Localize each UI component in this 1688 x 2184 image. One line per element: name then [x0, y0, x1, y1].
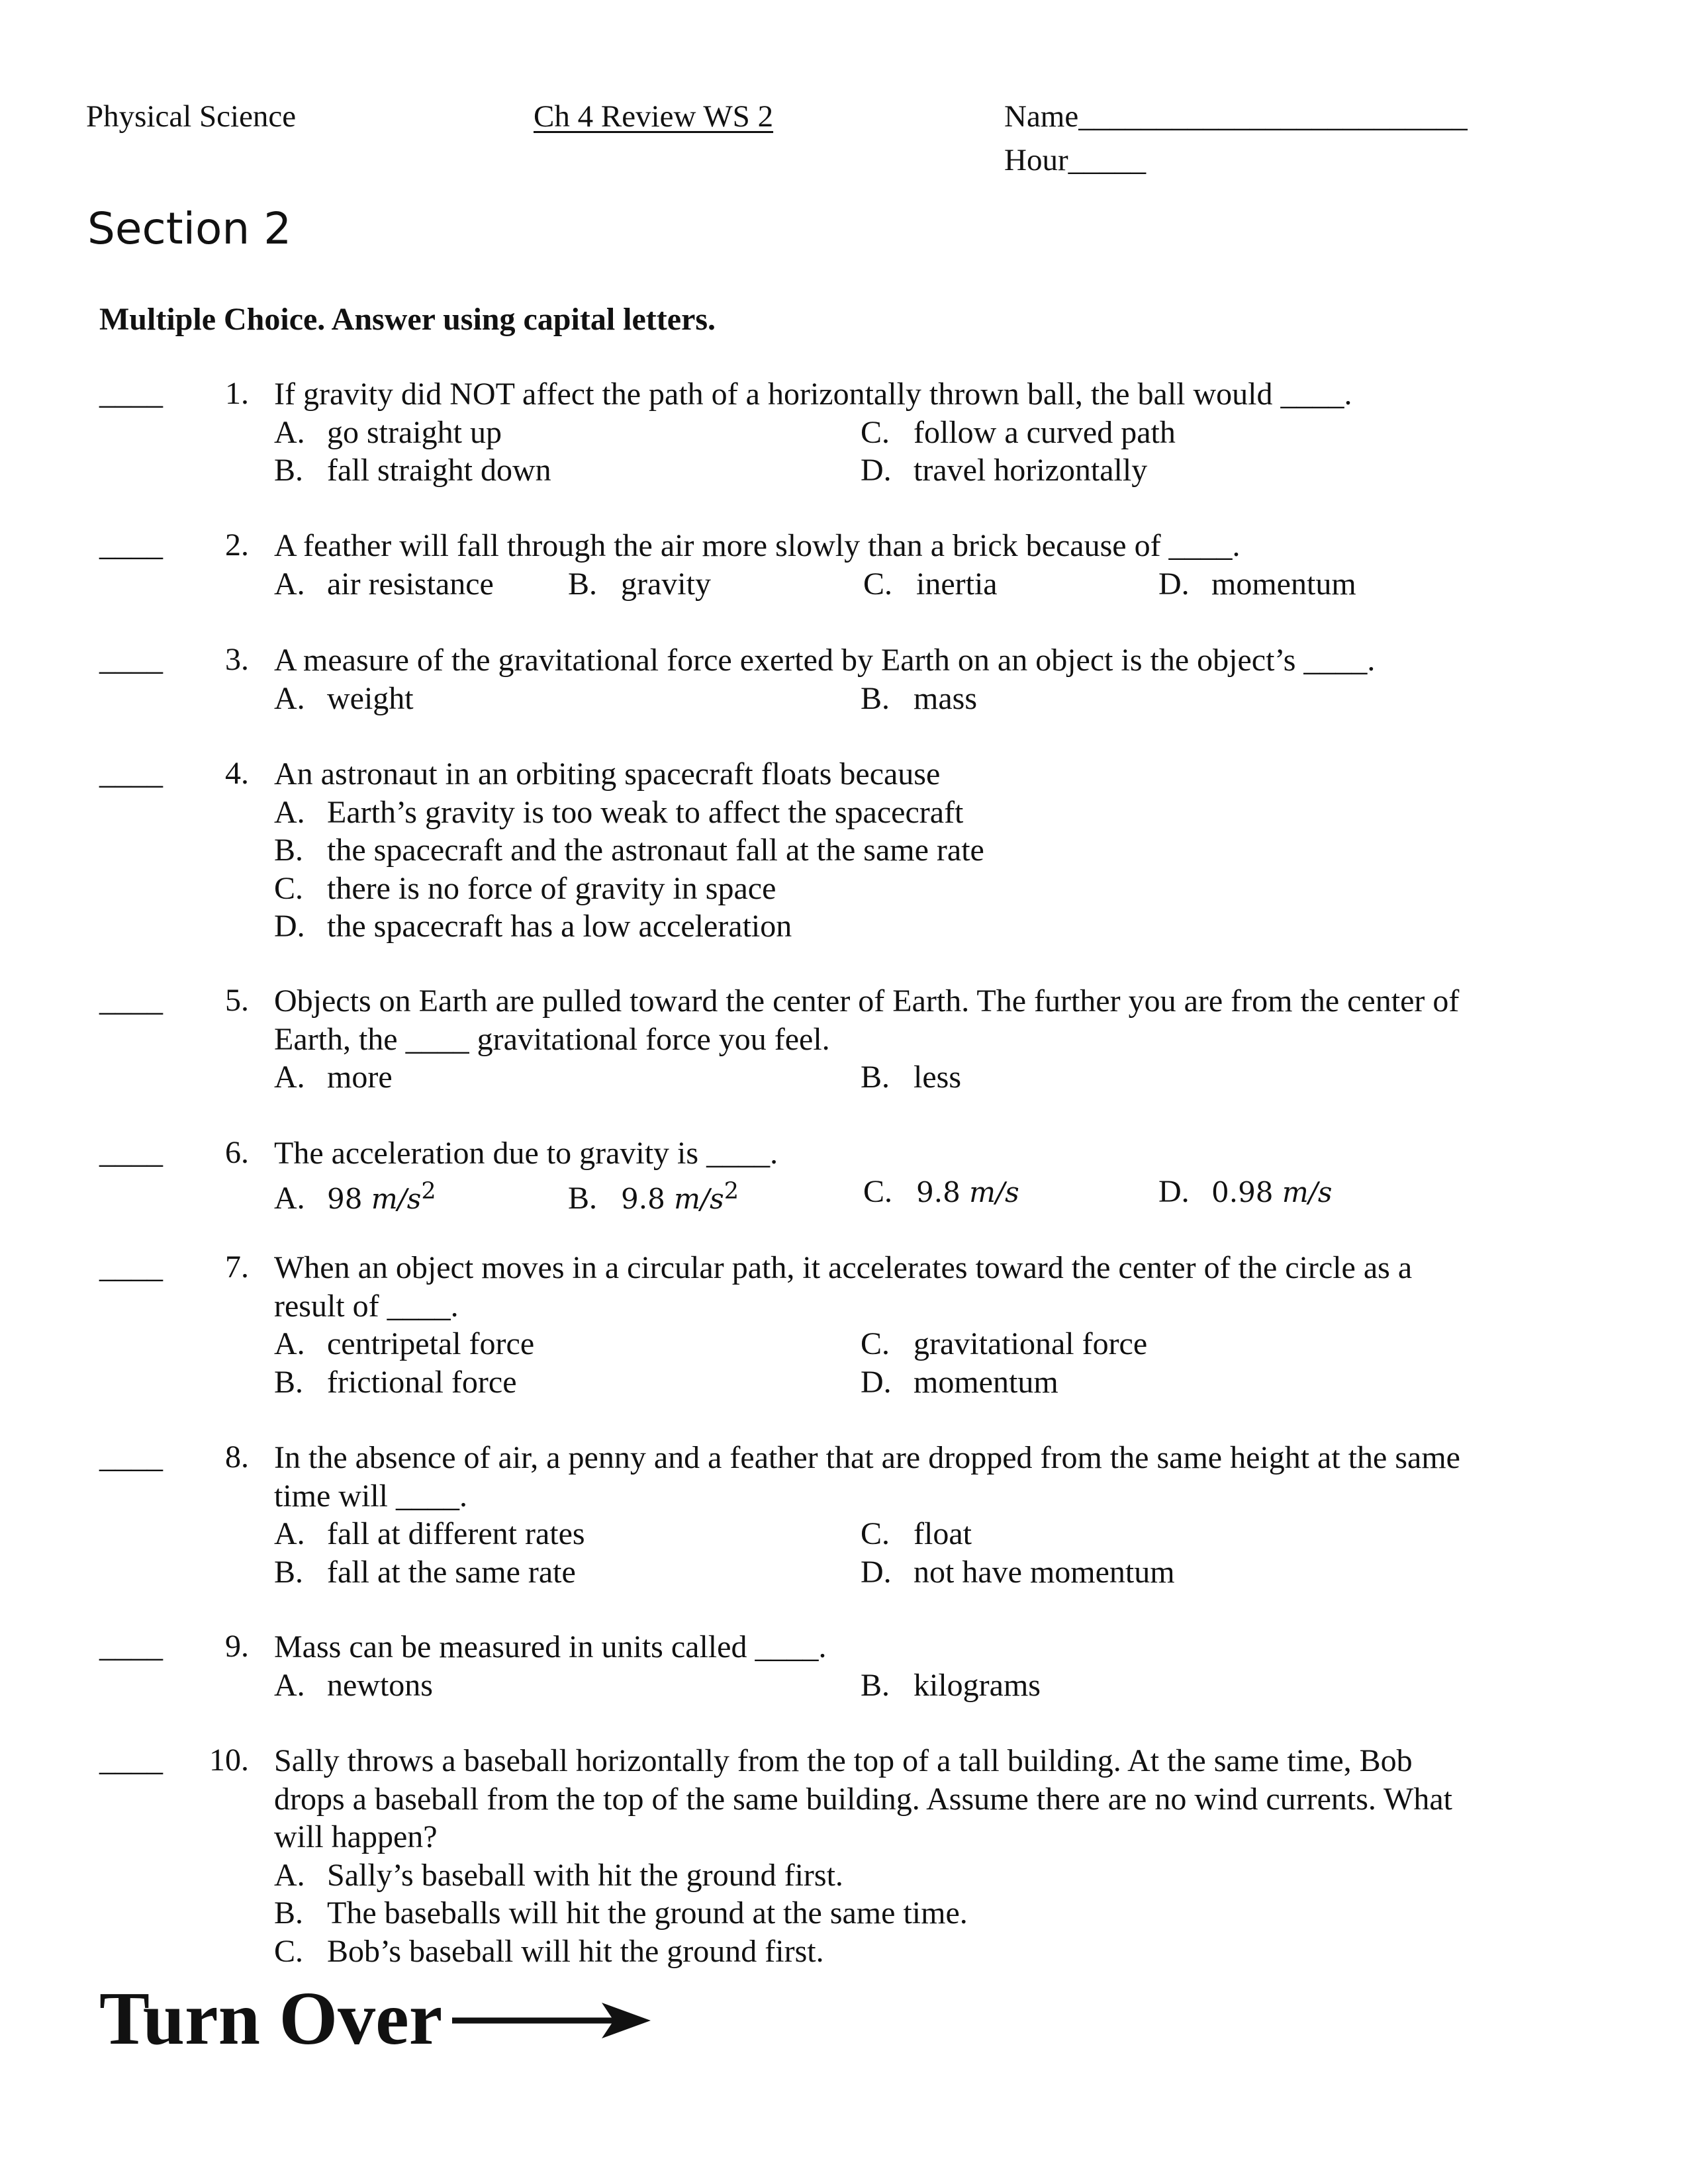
option-a	[274, 414, 502, 452]
option-text: momentum	[1211, 566, 1356, 602]
option-c	[274, 1933, 824, 1971]
option-text: Bob’s baseball will hit the ground first.	[327, 1934, 824, 1969]
answer-blank[interactable]: ____	[99, 1135, 163, 1170]
option-letter: B.	[861, 680, 890, 716]
option-letter: D.	[861, 453, 892, 488]
option-letter: B.	[274, 1364, 304, 1400]
answer-blank[interactable]: ____	[99, 1250, 163, 1285]
option-a	[274, 565, 494, 604]
option-text: gravity	[621, 566, 711, 602]
option-d	[861, 1553, 1175, 1592]
question-number: 4.	[225, 756, 249, 791]
option-b	[274, 1553, 576, 1592]
option-letter: C.	[863, 566, 893, 602]
option-c	[861, 1325, 1147, 1363]
option-letter: A.	[274, 1857, 305, 1893]
option-text: mass	[914, 680, 977, 716]
answer-blank[interactable]: ____	[99, 1743, 163, 1778]
option-letter: A.	[274, 1060, 305, 1095]
option-d	[1158, 1173, 1332, 1212]
option-c	[861, 1515, 972, 1553]
option-text: fall straight down	[327, 453, 551, 488]
option-letter: D.	[274, 909, 305, 944]
option-text: the spacecraft has a low acceleration	[327, 909, 792, 944]
option-letter: B.	[274, 833, 304, 868]
option-letter: C.	[861, 414, 890, 450]
option-b	[568, 1173, 739, 1218]
option-b	[274, 1894, 968, 1933]
question-stem: An astronaut in an orbiting spacecraft floats because	[274, 756, 941, 792]
option-c	[274, 870, 776, 908]
question-number: 6.	[225, 1135, 249, 1170]
answer-blank[interactable]: ____	[99, 1439, 163, 1475]
question-stem: In the absence of air, a penny and a feather that are dropped from the same height at the same time will ____.	[274, 1440, 1460, 1514]
option-letter: B.	[274, 1554, 304, 1590]
option-letter: B.	[861, 1667, 890, 1703]
option-value: 98	[327, 1182, 363, 1215]
option-letter: D.	[1158, 566, 1190, 602]
option-text: weight	[327, 680, 414, 716]
option-text: follow a curved path	[914, 414, 1176, 450]
option-unit: m/s	[1282, 1175, 1333, 1208]
option-letter: B.	[568, 1180, 598, 1216]
option-unit: m/s	[371, 1182, 422, 1215]
option-text: centripetal force	[327, 1326, 535, 1362]
option-letter: C.	[861, 1326, 890, 1362]
option-text: momentum	[914, 1364, 1058, 1400]
option-letter: A.	[274, 1326, 305, 1362]
option-b	[861, 1058, 961, 1097]
option-c	[863, 1173, 1019, 1212]
question-number: 2.	[225, 527, 249, 563]
option-unit: m/s	[969, 1175, 1019, 1208]
question-stem: A measure of the gravitational force exerted by Earth on an object is the object’s ____.	[274, 643, 1376, 678]
option-letter: A.	[274, 1667, 305, 1703]
option-value: 9.8	[916, 1175, 961, 1208]
answer-blank[interactable]: ____	[99, 376, 163, 411]
option-a	[274, 680, 414, 718]
question-stem: Objects on Earth are pulled toward the center of Earth. The further you are from the center of Earth, the ____ gravitational force you feel.	[274, 983, 1460, 1057]
question-number: 5.	[225, 983, 249, 1018]
option-letter: A.	[274, 1180, 305, 1216]
option-letter: B.	[274, 453, 304, 488]
option-b	[274, 831, 984, 870]
answer-blank[interactable]: ____	[99, 983, 163, 1018]
option-b	[861, 680, 977, 718]
name-field[interactable]: Name_________________________	[1004, 99, 1468, 134]
answer-blank[interactable]: ____	[99, 642, 163, 677]
option-text: frictional force	[327, 1364, 517, 1400]
question-number: 8.	[225, 1439, 249, 1475]
option-text: fall at the same rate	[327, 1554, 576, 1590]
option-letter: A.	[274, 680, 305, 716]
question-number: 1.	[225, 376, 249, 411]
option-b	[568, 565, 711, 604]
instructions: Multiple Choice. Answer using capital letters.	[99, 302, 716, 337]
option-a	[274, 1058, 393, 1097]
option-value: 9.8	[621, 1182, 665, 1215]
option-b	[274, 1363, 517, 1402]
option-text: gravitational force	[914, 1326, 1148, 1362]
question-stem: When an object moves in a circular path, it accelerates toward the center of the circle as a result of ____.	[274, 1250, 1413, 1324]
option-c	[863, 565, 998, 604]
option-d	[274, 907, 792, 946]
option-exponent: 2	[724, 1177, 739, 1205]
question-stem: The acceleration due to gravity is ____.	[274, 1136, 778, 1171]
section-title: Section 2	[87, 203, 292, 254]
option-text: there is no force of gravity in space	[327, 870, 776, 906]
option-letter: A.	[274, 1516, 305, 1552]
option-text: go straight up	[327, 414, 502, 450]
option-letter: D.	[1158, 1173, 1190, 1209]
option-c	[861, 414, 1176, 452]
question-number: 9.	[225, 1629, 249, 1664]
question-stem: Mass can be measured in units called ____.	[274, 1629, 827, 1664]
option-letter: A.	[274, 566, 305, 602]
option-text: more	[327, 1060, 393, 1095]
option-text: fall at different rates	[327, 1516, 585, 1552]
option-text: air resistance	[327, 566, 494, 602]
course-title: Physical Science	[86, 99, 297, 134]
option-letter: C.	[863, 1173, 893, 1209]
option-b	[861, 1666, 1041, 1705]
question-number: 3.	[225, 642, 249, 677]
option-letter: C.	[274, 870, 304, 906]
option-letter: C.	[274, 1934, 304, 1969]
option-letter: D.	[861, 1364, 892, 1400]
option-text: kilograms	[914, 1667, 1041, 1703]
hour-field[interactable]: Hour_____	[1004, 143, 1147, 177]
option-exponent: 2	[421, 1177, 436, 1205]
option-a	[274, 794, 963, 832]
arrow-right-icon	[452, 1997, 651, 2044]
option-a	[274, 1173, 436, 1218]
option-text: inertia	[916, 566, 998, 602]
option-letter: B.	[861, 1060, 890, 1095]
turn-over-label: Turn Over	[99, 1976, 443, 2060]
question-number: 10.	[209, 1743, 249, 1778]
answer-blank[interactable]: ____	[99, 756, 163, 791]
answer-blank[interactable]: ____	[99, 527, 163, 563]
option-letter: A.	[274, 414, 305, 450]
option-value: 0.98	[1211, 1175, 1274, 1208]
option-d	[1158, 565, 1356, 604]
option-text: travel horizontally	[914, 453, 1148, 488]
option-letter: B.	[568, 566, 598, 602]
option-unit: m/s	[674, 1182, 724, 1215]
option-letter: B.	[274, 1895, 304, 1931]
option-a	[274, 1325, 534, 1363]
option-text: newtons	[327, 1667, 433, 1703]
option-d	[861, 1363, 1058, 1402]
option-text: The baseballs will hit the ground at the same time.	[327, 1895, 968, 1931]
option-text: float	[914, 1516, 972, 1552]
option-d	[861, 451, 1147, 490]
option-a	[274, 1666, 433, 1705]
question-stem: If gravity did NOT affect the path of a horizontally thrown ball, the ball would ____.	[274, 377, 1352, 412]
option-b	[274, 451, 551, 490]
question-number: 7.	[225, 1250, 249, 1285]
option-text: not have momentum	[914, 1554, 1175, 1590]
option-letter: A.	[274, 794, 305, 830]
option-text: Sally’s baseball with hit the ground first.	[327, 1857, 843, 1893]
option-a	[274, 1856, 843, 1895]
option-text: less	[914, 1060, 961, 1095]
answer-blank[interactable]: ____	[99, 1629, 163, 1664]
option-text: the spacecraft and the astronaut fall at the same rate	[327, 833, 984, 868]
question-stem: A feather will fall through the air more slowly than a brick because of ____.	[274, 528, 1241, 563]
option-letter: D.	[861, 1554, 892, 1590]
option-text: Earth’s gravity is too weak to affect the spacecraft	[327, 794, 964, 830]
worksheet-title: Ch 4 Review WS 2	[534, 99, 774, 134]
option-letter: C.	[861, 1516, 890, 1552]
option-a	[274, 1515, 585, 1553]
question-stem: Sally throws a baseball horizontally from the top of a tall building. At the same time, Bob drops a baseball from the top of the same building. Assume there are no wind currents. What will happen?	[274, 1743, 1452, 1855]
